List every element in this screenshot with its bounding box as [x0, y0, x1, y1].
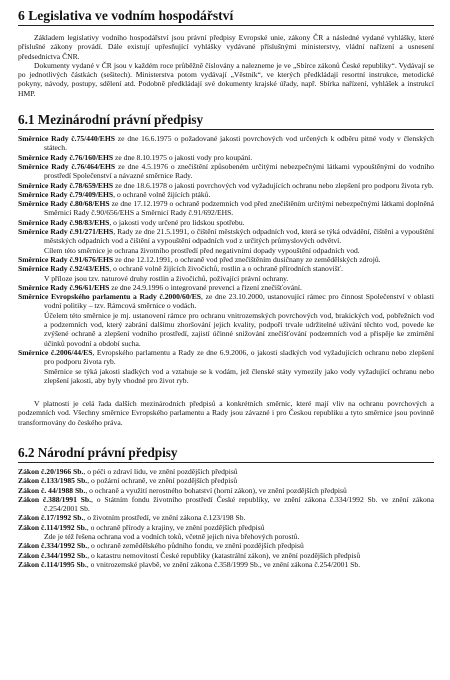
directive-item	[18, 190, 434, 199]
law-item-text: , o Státním fondu životního prostředí České republiky, ve znění zákona č.334/1992 Sb. ve znění zákona č.254/2001 Sb.	[44, 494, 434, 514]
directive-item-text: ze dne 17.12.1979 o ochraně podzemních vod před znečištěním určitými nebezpečnými látkami doplněná Směrnicí Rady č.90/656/EHS a Směrnicí Rady č.91/692/EHS.	[44, 199, 434, 218]
directive-item-text: , Evropského parlamentu a Rady ze dne 6.9.2006, o jakosti sladkých vod vyžadujících ochranu nebo zlepšení pro podporu života ryb.	[44, 347, 434, 367]
directive-item-text: ze dne 16.6.1975 o požadované jakosti povrchových vod určených k odběru pitné vody v členských státech.	[44, 134, 434, 153]
directive-item-code: Směrnice Rady č.80/68/EHS	[18, 199, 110, 209]
law-item-text: , o životním prostředí, ve znění zákona č.123/198 Sb.	[83, 513, 246, 523]
directive-item-text: , Rady ze dne 21.5.1991, o čištění městských odpadních vod, která se týká odvádění, čištění a vypouštění městských odpadních vod a čištění a vypouštění odpadních vod z určitých průmyslových odvětví.	[44, 227, 434, 246]
law-item-code: Zákon č.114/1992 Sb.	[18, 522, 87, 532]
law-item-code: Zákon č.133/1985 Sb.	[18, 476, 88, 486]
directive-item-code: Směrnice Rady č.76/160/EHS	[18, 152, 114, 162]
law-list	[18, 467, 434, 569]
directive-item-text: Účelem této směrnice je mj. ustanovení rámce pro ochranu vnitrozemských povrchových vod, brakických vod, pobřežních vod a podzemních vod, který zabrání dalšímu zhoršování jejich kvality, podpoří trvale udržitelné užívání těchto vod, povede ke zvýšené ochraně a zlepšení vodního prostředí, zajistí účinné snižování znečišťování podzemních vod a přispěje ke zmírnění účinků povodní a období sucha.	[44, 310, 434, 348]
directive-item-code: Směrnice Rady č.91/676/EHS	[18, 254, 114, 264]
law-item	[18, 551, 434, 560]
law-item	[18, 523, 434, 532]
directive-item	[18, 255, 434, 264]
directive-item-code: Směrnice Evropského parlamentu a Rady č.2000/60/ES	[18, 292, 202, 302]
law-item-text: , o ochraně zemědělského půdního fondu, ve znění pozdějších předpisů	[87, 541, 304, 551]
directive-item-code: Směrnice Rady č.78/659/EHS	[18, 180, 114, 190]
law-item-text: , o ochraně a využití nerostného bohatství (horní zákon), ve znění pozdějších předpisů	[85, 485, 347, 495]
directive-item	[18, 227, 434, 246]
directive-item	[18, 134, 434, 153]
directive-item	[18, 199, 434, 218]
law-item-note	[18, 532, 434, 541]
law-item-code: Zákon č.344/1992 Sb.	[18, 550, 88, 560]
directive-item-text: ze dne 18.6.1978 o jakosti povrchových vod vyžadujících ochranu nebo zlepšení pro podporu života ryb.	[113, 180, 434, 190]
directive-item-text: Cílem této směrnice je ochrana životního prostředí před negativními dopady vypouštění odpadních vod.	[44, 245, 360, 255]
intro-paragraph: Základem legislativy vodního hospodářství jsou právní předpisy Evropské unie, zákony ČR a následné vydané vyhlášky, které příslušné zákony provádí. Dále existují upřesňující vyhlášky vydávané příslušnými ministerstvy, vládní nařízení a usnesení předsednictva ČNR.	[18, 33, 434, 61]
directive-item-text: ze dne 12.12.1991, o ochraně vod před znečištěním dusičnany ze zemědělských zdrojů.	[113, 254, 381, 264]
law-item-code: Zákon č.114/1995 Sb.	[18, 559, 87, 569]
law-item-text: , o katastru nemovitostí České republiky (katastrální zákon), ve znění pozdějších předpisů	[87, 550, 361, 560]
directive-item-note	[18, 311, 434, 348]
law-item-text: , o vnitrozemské plavbě, ve znění zákona č.358/1999 Sb., ve znění zákona č.254/2001 Sb.	[86, 559, 361, 569]
outro-paragraph: V platnosti je celá řada dalších mezinárodních předpisů a konkrétních směrnic, které mají vliv na ochranu povrchových a podzemních vod. Všechny směrnice Evropského parlamentu a Rady jsou závazné i pro Českou republiku a tyto směrnice jsou povinně transformovány do českého práva.	[18, 399, 434, 427]
directive-item	[18, 283, 434, 292]
law-item-code: Zákon č.17/1992 Sb.	[18, 513, 84, 523]
document-page	[18, 8, 434, 569]
law-item	[18, 476, 434, 485]
directive-item	[18, 218, 434, 227]
directive-item-text: ze dne 24.9.1996 o integrované prevenci a řízení znečišťování.	[109, 282, 302, 292]
law-item-text: , o péči o zdraví lidu, ve znění pozdějších předpisů	[83, 466, 238, 476]
law-item-text: , o požární ochraně, ve znění pozdějších předpisů	[87, 476, 238, 486]
directive-item-code: Směrnice č.2006/44/ES	[18, 347, 93, 357]
directive-item	[18, 264, 434, 273]
section-6-heading: 6 Legislativa ve vodním hospodářství	[18, 8, 434, 26]
directive-item-text: ze dne 8.10.1975 o jakosti vody pro koupání.	[113, 152, 253, 162]
law-item-code: Zákon č.388/1991 Sb.	[18, 494, 92, 504]
law-item	[18, 513, 434, 522]
intro-paragraph: Dokumenty vydané v ČR jsou v každém roce průběžně číslovány a nalezneme je ve „Sbírce zákonů České republiky“. Vydávají se po jednotlivých částkách (sešitech). Ministerstva potom vydávají „Věstník“, ve kterých předkládají resortní instrukce, metodické pokyny, návody, postupy, sdělení atd. Podobně předkládají své dokumenty krajské úřady, např. Sbírka nařízení, vyhlášek a instrukcí HMP.	[18, 60, 434, 98]
directive-item-text: ze dne 4.5.1976 o znečištění způsobeném určitými nebezpečnými látkami vypouštěnými do vodního prostředí Společenství a návazné směrnice Rady.	[44, 161, 434, 181]
law-item	[18, 467, 434, 476]
directive-item-note	[18, 367, 434, 386]
directive-item-text: V příloze jsou tzv. naturové druhy rostlin a živočichů, požívající právní ochrany.	[44, 273, 289, 283]
directive-item-text: , o ochraně volně žijících ptáků.	[113, 189, 211, 199]
law-item	[18, 495, 434, 514]
directive-item-code: Směrnice Rady č.79/409/EHS	[18, 189, 114, 199]
section-6-1-heading: 6.1 Mezinárodní právní předpisy	[18, 112, 434, 130]
law-item-code: Zákon č.20/1966 Sb.	[18, 466, 84, 476]
section-6-2-heading: 6.2 Národní právní předpisy	[18, 445, 434, 463]
law-item-code: Zákon č. 44/1988 Sb.	[18, 485, 86, 495]
directive-item-note	[18, 246, 434, 255]
directive-item-text: , ze dne 23.10.2000, ustanovující rámec pro činnost Společenství v oblasti vodní politiky – tzv. Rámcová směrnice o vodách.	[44, 292, 434, 311]
directive-item	[18, 162, 434, 181]
directive-item-text: , o ochraně volně žijících živočichů, rostlin a o ochraně přírodních stanovišť.	[109, 264, 343, 274]
law-item	[18, 560, 434, 569]
law-item	[18, 486, 434, 495]
directive-item-text: Směrnice se týká jakosti sladkých vod a vztahuje se k vodám, jež členské státy vymezily jako vody vyžadující ochranu nebo zlepšení jakosti, aby byly vhodné pro život ryb.	[44, 366, 434, 385]
law-item-code: Zákon č.334/1992 Sb.	[18, 541, 88, 551]
directive-item-code: Směrnice Rady č.76/464/EHS	[18, 161, 116, 171]
directive-item-code: Směrnice Rady č.75/440/EHS	[18, 134, 115, 144]
directive-item	[18, 348, 434, 367]
directive-list	[18, 134, 434, 385]
law-item-text: , o ochraně přírody a krajiny, ve znění pozdějších předpisů	[86, 522, 265, 532]
directive-item	[18, 153, 434, 162]
directive-item-code: Směrnice Rady č.92/43/EHS	[18, 264, 110, 274]
law-item	[18, 541, 434, 550]
directive-item-note	[18, 274, 434, 283]
directive-item-code: Směrnice Rady č.98/83/EHS	[18, 217, 110, 227]
directive-item-code: Směrnice Rady č.91/271/EHS	[18, 227, 114, 237]
law-item-text: Zde je též řešena ochrana vod a vodních toků, včetně jejich niva břehových porostů.	[44, 532, 300, 542]
directive-item-text: , o jakosti vody určené pro lidskou spotřebu.	[109, 217, 245, 227]
directive-item-code: Směrnice Rady č.96/61/EHS	[18, 282, 110, 292]
directive-item	[18, 292, 434, 311]
directive-item	[18, 181, 434, 190]
